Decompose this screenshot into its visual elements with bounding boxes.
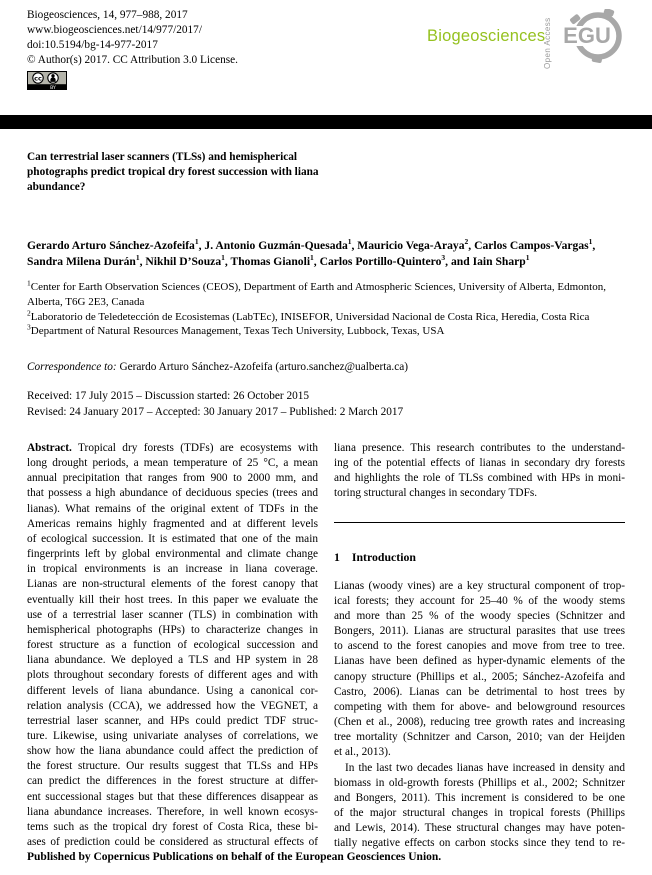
publisher-footer: Published by Copernicus Publications on behalf of the European Geosciences Union.	[27, 851, 442, 863]
article-dates	[27, 389, 628, 420]
egu-logo-icon	[561, 9, 627, 63]
correspondence-label: Correspondence to:	[27, 361, 117, 373]
abstract-right-continuation: liana presence. This research contributes to the understand- ing of the potential effects of lianas in secondary dry forests and highlights the role of TLSs combined with HPs in moni- toring structural changes in secondary TDFs.	[334, 442, 625, 500]
introduction-paragraph-1: Lianas (woody vines) are a key structural component of trop- ical forests; they account for 25–40 % of the woody stems and more than 25 % of the woody species (Schnitzer and Bongers, 2011). Lianas are structural parasites that use trees to ascend to the forest canopies and move from tree to tree. Lianas have been defined as hyper-dynamic elements of the canopy structure (Phillips et al., 2005; Sánchez-Azofeifa and Castro, 2006). Lianas can be detrimental to host trees by competing with them for above- and belowground resources (Chen et al., 2008), reducing tree growth rates and increasing tree mortality (Schnitzer and Carson, 2010; van der Heijden et al., 2013).	[334, 579, 625, 759]
svg-text:cc: cc	[34, 74, 42, 83]
header-divider-bar	[0, 115, 652, 129]
right-column	[334, 441, 625, 851]
egu-logo	[561, 9, 627, 68]
received-line: Received: 17 July 2015 – Discussion started: 26 October 2015	[27, 390, 310, 402]
section-divider-rule	[334, 522, 625, 523]
cc-by-license-badge	[27, 71, 67, 95]
introduction-heading	[334, 550, 625, 565]
svg-text:EGU: EGU	[563, 23, 611, 48]
paper-title: Can terrestrial laser scanners (TLSs) and hemispherical photographs predict tropical dry forest succession with liana abundance?	[27, 151, 319, 194]
correspondence-text: Gerardo Arturo Sánchez-Azofeifa (arturo.sanchez@ualberta.ca)	[116, 361, 409, 373]
revised-line: Revised: 24 January 2017 – Accepted: 30 January 2017 – Published: 2 March 2017	[27, 405, 404, 418]
open-access-label: Open Access	[543, 17, 552, 69]
journal-citation-block: Biogeosciences, 14, 977–988, 2017 www.biogeosciences.net/14/977/2017/ doi:10.5194/bg-14-977-2017 © Author(s) 2017. CC Attribution 3.0 License.	[27, 9, 238, 67]
author-list: Gerardo Arturo Sánchez-Azofeifa$^1$, J. Antonio Guzmán-Quesada$^1$, Mauricio Vega-Araya$^2$, Carlos Campos-Vargas$^1$, Sandra Milena Durán$^1$, Nikhil D’Souza$^1$, Thomas Gianoli$^1$, Carlos Portillo-Quintero$^3$, and Iain Sharp$^1$	[27, 237, 596, 268]
section-title: Introduction	[351, 549, 416, 564]
correspondence-line	[27, 361, 628, 373]
introduction-paragraph-2: In the last two decades lianas have increased in density and biomass in old-growth forests (Phillips et al., 2002; Schnitzer and Bongers, 2011). This increment is considered to be one of the major structural changes in tropical forests (Phillips and Lewis, 2014). These structural changes may have poten- tially negative effects on carbon stocks since they tend to re-	[334, 761, 625, 850]
affiliations: $^1$Center for Earth Observation Sciences (CEOS), Department of Earth and Atmospheric Sciences, University of Alberta, Edmonton, Alberta, T6G 2E3, Canada $^2$Laboratorio de Teledetección de Ecosistemas (LabTEc), INISEFOR, Universidad Nacional de Costa Rica, Heredia, Costa Rica $^3$Department of Natural Resources Management, Texas Tech University, Lubbock, Texas, USA	[27, 278, 606, 338]
section-number: 1	[334, 549, 340, 564]
biogeosciences-logo: Biogeosciences	[427, 27, 546, 45]
abstract-left-column: Abstract. Tropical dry forests (TDFs) are ecosystems with long drought periods, a mean temperature of 25 °C, a mean annual precipitation that ranges from 900 to 2000 mm, and that possess a high abundance of deciduous species (trees and lianas). What remains of the original extent of TDFs in the Americas remains highly fragmented and at different levels of ecological succession. It is estimated that one of the main fingerprints left by global environmental and climate change in tropical environments is an increase in liana coverage. Lianas are non-structural elements of the forest canopy that eventually kill their host trees. In this paper we evaluate the use of a terrestrial laser scanner (TLS) in combination with hemispherical photographs (HPs) to characterize changes in forest structure as a function of ecological succession and liana abundance. We deployed a TLS and HP system in 28 plots throughout secondary forests of different ages and with different levels of liana abundance. Using a canonical cor- relation analysis (CCA), we addressed how the VEGNET, a terrestrial laser scanner, and HPs could predict TDF struc- ture. Likewise, using univariate analyses of correlations, we show how the liana abundance could affect the prediction of the forest structure. Our results suggest that TLSs and HPs can predict the differences in the forest structure at differ- ent successional stages but that these differences disappear as liana abundance increases. Therefore, in well known ecosys- tems such as the tropical dry forest of Costa Rica, these bi- ases of prediction could be considered as structural effects of	[27, 442, 318, 849]
cc-by-icon	[27, 71, 67, 90]
svg-text:BY: BY	[50, 86, 56, 90]
